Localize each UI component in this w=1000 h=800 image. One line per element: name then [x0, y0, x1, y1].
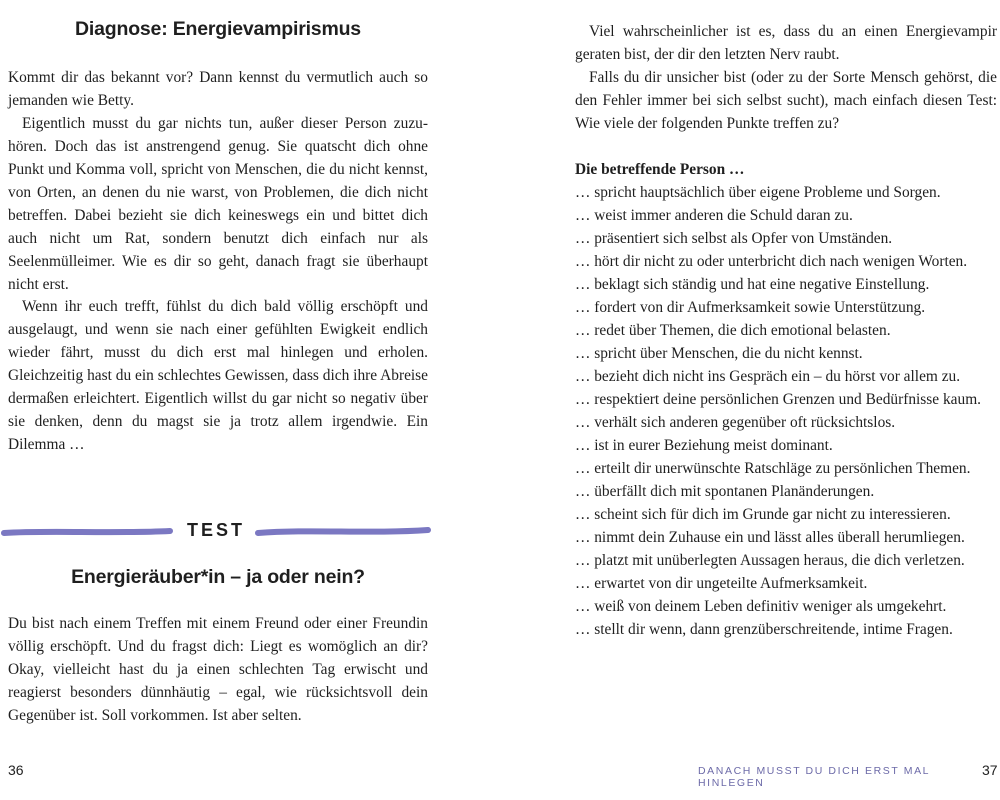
list-item: … platzt mit unüberlegten Aussagen heraus, die dich verletzen. [575, 552, 965, 569]
checklist [575, 181, 1000, 641]
paragraph-energy-vampire: Viel wahrscheinlicher ist es, dass du an einen Energievampir geraten bist, der dir den letzten Nerv raubt. [575, 23, 997, 63]
paragraph-intro: Kommt dir das bekannt vor? Dann kennst du vermutlich auch so jemanden wie Betty. [8, 69, 428, 109]
section-heading-diagnosis: Diagnose: Energievampirismus [75, 18, 361, 40]
page-number-left: 36 [8, 762, 24, 778]
test-divider [0, 518, 432, 546]
list-item: … erwartet von dir ungeteilte Aufmerksamkeit. [575, 575, 868, 592]
list-item: … respektiert deine persönlichen Grenzen und Bedürfnisse kaum. [575, 391, 982, 408]
page-number-right: 37 [982, 762, 998, 778]
list-item: … bezieht dich nicht ins Gespräch ein – du hörst vor allem zu. [575, 368, 961, 385]
list-item: … weist immer anderen die Schuld daran zu. [575, 207, 853, 224]
list-item: … nimmt dein Zuhause ein und lässt alles überall herumliegen. [575, 529, 965, 546]
list-item: … verhält sich anderen gegenüber oft rücksichtslos. [575, 414, 896, 431]
list-item: … spricht hauptsächlich über eigene Probleme und Sorgen. [575, 184, 941, 201]
list-item: … weiß von deinem Leben definitiv weniger als umgekehrt. [575, 598, 947, 615]
list-item: … scheint sich für dich im Grunde gar nicht zu interessieren. [575, 506, 951, 523]
list-item: … erteilt dir unerwünschte Ratschläge zu persönlichen Themen. [575, 460, 971, 477]
paragraph-test-instruction: Falls du dir unsicher bist (oder zu der Sorte Mensch gehörst, die den Fehler immer bei sich selbst sucht), mach einfach diesen Test: Wie viele der folgenden Punkte treffen zu? [575, 69, 997, 132]
paragraph-description: Eigentlich musst du gar nichts tun, außer dieser Person zuzuhören. Doch das ist anstrengend genug. Sie quatscht dich ohne Punkt und Komma voll, spricht von Menschen, die du nicht kennst, von Orten, an denen du nie warst, von Problemen, die dich nicht betreffen. Dabei bezieht sie dich keineswegs ein und bittet dich auch nicht um Rat, sondern benutzt dich einfach nur als Seelenmülleimer. Wie es dir so geht, danach fragt sie überhaupt nicht erst. [8, 115, 428, 293]
paragraph-test-intro: Du bist nach einem Treffen mit einem Freund oder einer Freundin völlig erschöpft. Und du fragst dich: Liegt es womöglich an dir? Okay, vielleicht hast du ja einen schlechten Tag erwischt und reagierst besonders dünnhäutig – egal, wie rücksichtsvoll dein Gegenüber ist. Soll vorkommen. Ist aber selten. [8, 615, 428, 724]
paragraph-exhaustion: Wenn ihr euch trefft, fühlst du dich bald völlig erschöpft und ausgelaugt, und wenn sie nach einer gefühlten Ewigkeit endlich wieder fährt, musst du dich erst mal hinlegen und erholen. Gleichzeitig hast du ein schlechtes Gewissen, dass dich ihre Abreise dermaßen erleichtert. Eigentlich willst du gar nicht so negativ über sie denken, denn du magst sie ja trotz allem irgendwie. Ein Dilemma … [8, 298, 428, 453]
list-item: … redet über Themen, die dich emotional belasten. [575, 322, 891, 339]
list-item: … ist in eurer Beziehung meist dominant. [575, 437, 833, 454]
list-item: … überfällt dich mit spontanen Planänderungen. [575, 483, 875, 500]
checklist-heading: Die betreffende Person … [575, 161, 745, 178]
list-item: … stellt dir wenn, dann grenzüberschreitende, intime Fragen. [575, 621, 953, 638]
list-item: … hört dir nicht zu oder unterbricht dich nach wenigen Worten. [575, 253, 968, 270]
running-title: DANACH MUSST DU DICH ERST MAL HINLEGEN [698, 765, 930, 789]
test-label: TEST [186, 520, 245, 540]
list-item: … präsentiert sich selbst als Opfer von Umständen. [575, 230, 893, 247]
list-item: … beklagt sich ständig und hat eine negative Einstellung. [575, 276, 930, 293]
section-heading-test: Energieräuber*in – ja oder nein? [71, 566, 365, 588]
right-page [500, 0, 1000, 800]
list-item: … fordert von dir Aufmerksamkeit sowie Unterstützung. [575, 299, 926, 316]
list-item: … spricht über Menschen, die du nicht kennst. [575, 345, 863, 362]
